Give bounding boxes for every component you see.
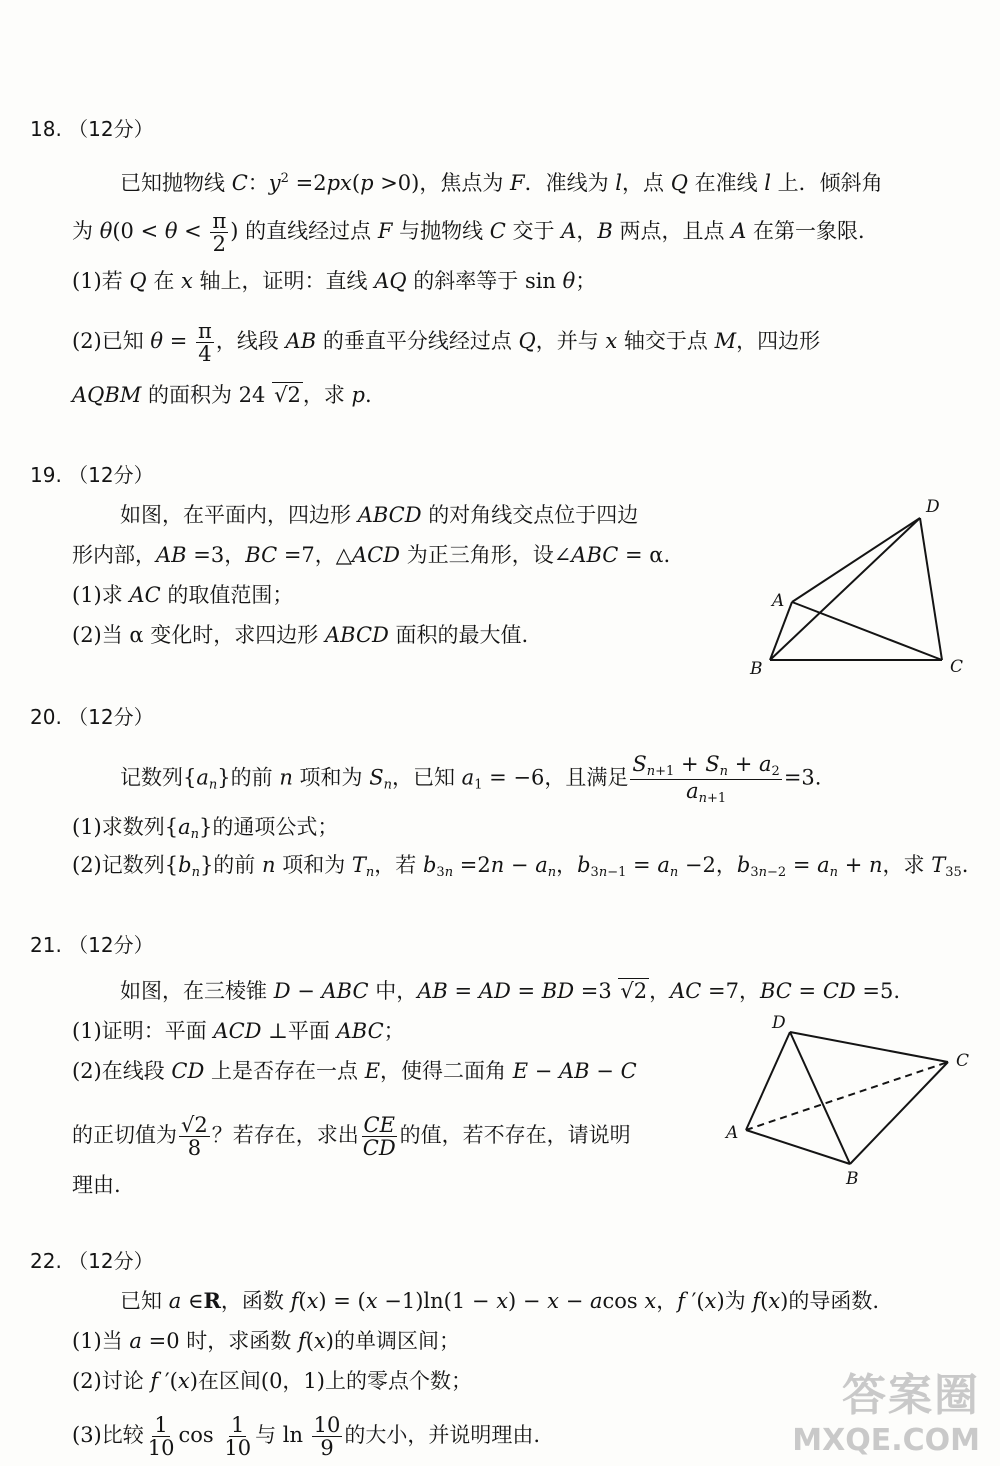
vertex-label-b: B — [846, 1169, 859, 1189]
vertex-label-b: B — [750, 659, 763, 679]
problem-22-part-1: (1)当 a =0 时，求函数 f(x)的单调区间； — [72, 1329, 460, 1353]
vertex-label-a: A — [772, 591, 785, 611]
problem-number: 21. — [30, 933, 62, 957]
problem-points: （12分） — [68, 117, 154, 141]
figure-quadrilateral-abcd — [740, 490, 980, 685]
problem-20-part-1: (1)求数列$\{a_n\}$的通项公式； — [72, 815, 339, 842]
problem-points: （12分） — [68, 463, 154, 487]
problem-22-text: 已知 a ∈R，函数 f(x) = (x −1)ln(1 − x) − x − acos x，f ′(x)为 f(x)的导函数. — [120, 1288, 880, 1313]
problem-number: 20. — [30, 705, 62, 729]
problem-18-text: 为 θ(0 < θ < $\frac{\pi}{2}$ ) 的直线经过点 F 与抛物线 C 交于 A，B 两点，且点 A 在第一象限． — [72, 209, 880, 257]
problem-18-header — [30, 114, 154, 144]
problem-points: （12分） — [68, 933, 154, 957]
problem-22-header — [30, 1246, 154, 1276]
problem-number: 22. — [30, 1249, 62, 1273]
vertex-label-c: C — [956, 1051, 970, 1071]
vertex-label-a: A — [726, 1123, 739, 1143]
vertex-label-c: C — [950, 657, 964, 677]
problem-21-text: 如图，在三棱锥 D − ABC 中，AB = AD = BD =3 √2，AC =7，BC = CD =5. — [120, 979, 901, 1003]
watermark-logo: 答案圈 — [842, 1370, 980, 1421]
problem-19-part-1: (1)求 AC 的取值范围； — [72, 583, 294, 607]
problem-19-text: 如图，在平面内，四边形 ABCD 的对角线交点位于四边 — [120, 503, 639, 527]
problem-20-header — [30, 702, 154, 732]
problem-points: （12分） — [68, 705, 154, 729]
watermark — [792, 1359, 980, 1458]
problem-21-part-2: 理由. — [72, 1173, 121, 1197]
problem-21-header — [30, 930, 154, 960]
problem-18-part-2: AQBM 的面积为 24 √2，求 p. — [72, 383, 372, 407]
problem-19-header — [30, 460, 154, 490]
figure-tetrahedron-dabc — [720, 1010, 980, 1190]
problem-22-part-2: (2)讨论 f ′(x)在区间(0，1)上的零点个数； — [72, 1369, 472, 1393]
problem-18-part-1: (1)若 Q 在 x 轴上，证明：直线 AQ 的斜率等于 sin θ； — [72, 269, 597, 293]
problem-19-text: 形内部，AB =3，BC =7，△ACD 为正三角形，设∠ABC = α. — [72, 543, 671, 567]
problem-18-part-2: (2)已知 θ = $\frac{\pi}{4}$ ，线段 AB 的垂直平分线经过点 Q，并与 x 轴交于点 M，四边形 — [72, 319, 821, 367]
problem-number: 18. — [30, 117, 62, 141]
problem-number: 19. — [30, 463, 62, 487]
problem-21-part-1: (1)证明：平面 ACD ⊥平面 ABC； — [72, 1019, 405, 1043]
problem-points: （12分） — [68, 1249, 154, 1273]
vertex-label-d: D — [772, 1013, 786, 1033]
problem-21-part-2: (2)在线段 CD 上是否存在一点 E，使得二面角 E − AB − C — [72, 1059, 637, 1083]
problem-22-part-3: (3)比较 $\frac{1}{10}$ cos $\frac{1}{10}$ 与 ln $\frac{10}{9}$ 的大小，并说明理由. — [72, 1413, 541, 1461]
problem-19-part-2: (2)当 α 变化时，求四边形 ABCD 面积的最大值. — [72, 623, 529, 647]
problem-18-text: 已知抛物线 C：$y^2 =2px(p >0)$，焦点为 F．准线为 l，点 Q 在准线 l 上．倾斜角 — [120, 171, 883, 195]
watermark-site: MXQE.COM — [792, 1423, 980, 1458]
problem-20-text: 记数列$\{a_n\}$的前 n 项和为 $S_n$，已知 $a_1 = -6$，且满足 $\frac{S_{n+1} + S_n + a_2}{a_{n+1}}$ =3. — [120, 752, 822, 806]
problem-20-part-2: (2)记数列$\{b_n\}$的前 n 项和为 $T_n$，若 $b_{3n} =2n - a_n$，$b_{3n-1} = a_n -2$，$b_{3n-2} = a_n + n$，求 $T_{35}$. — [72, 853, 969, 880]
vertex-label-d: D — [926, 497, 940, 517]
problem-21-part-2: 的正切值为 $\frac{√2}{8}$ ？若存在，求出 $\frac{CE}{CD}$ 的值，若不存在，请说明 — [72, 1113, 631, 1161]
